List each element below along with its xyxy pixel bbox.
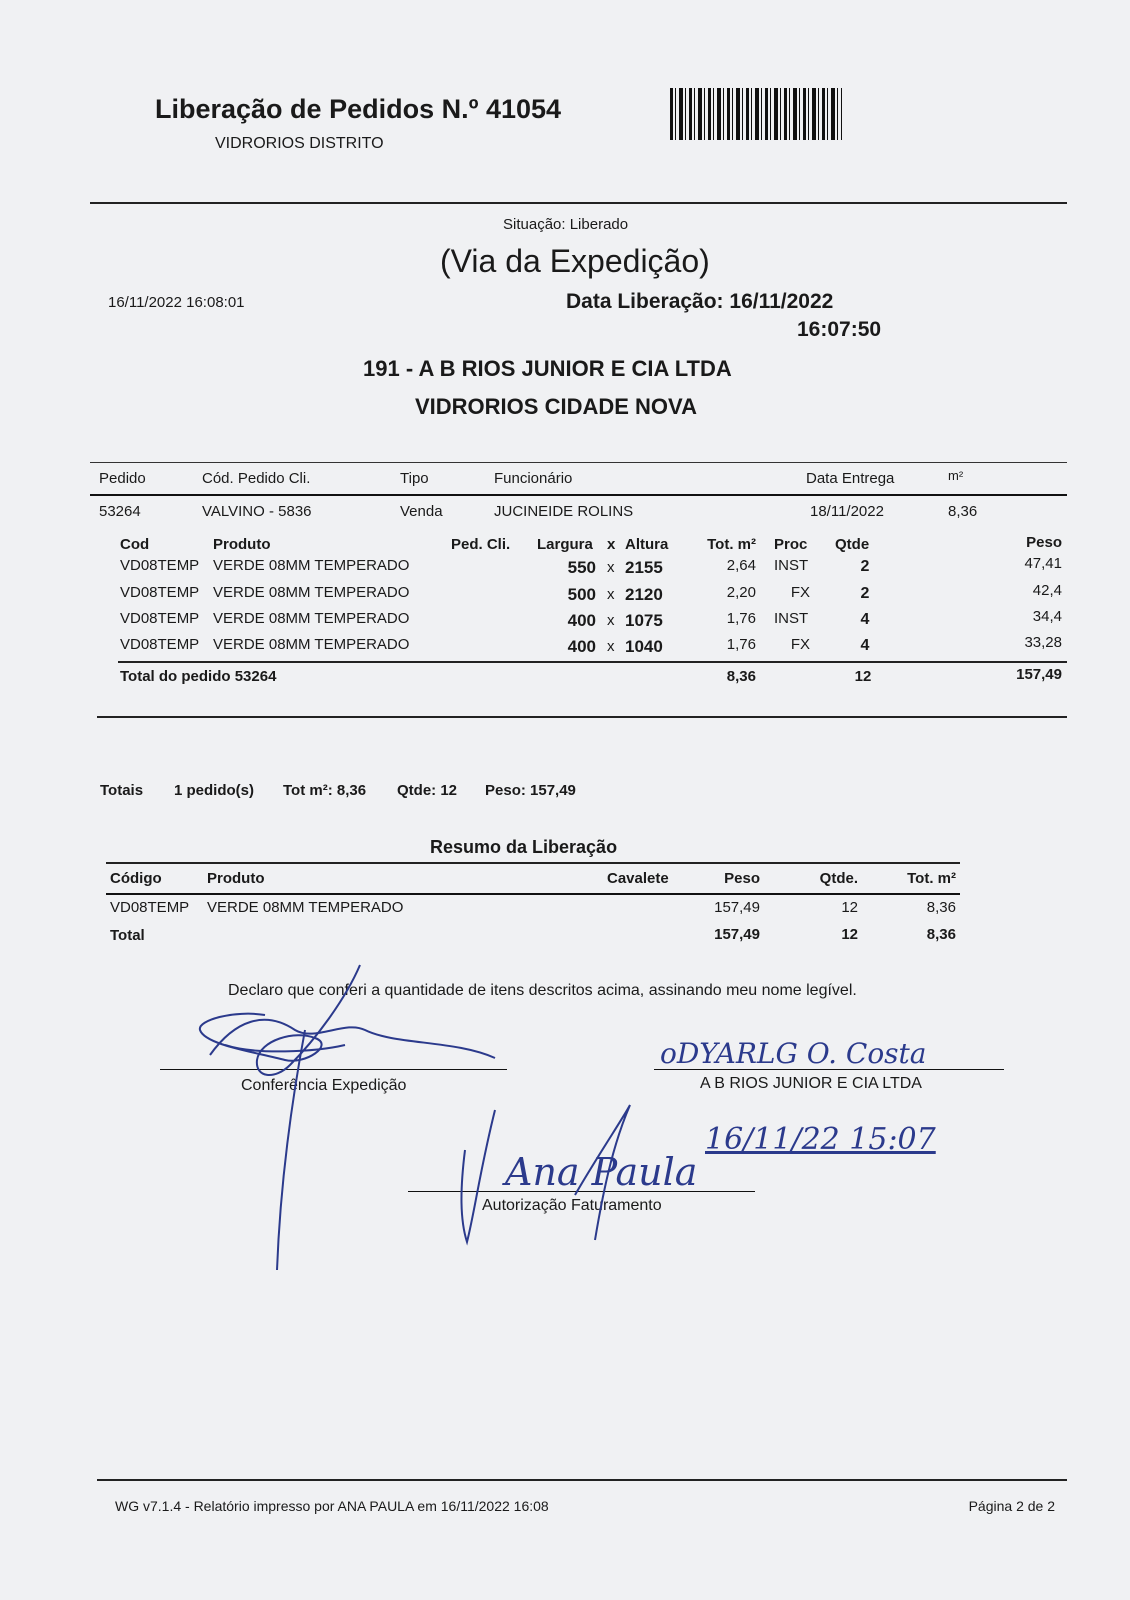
row-x: x	[607, 638, 615, 655]
row-x: x	[607, 559, 615, 576]
row-altura: 1075	[625, 611, 663, 630]
total-tot-m2: 8,36	[726, 668, 756, 685]
autorizacao-signature-mark	[455, 1100, 655, 1250]
resumo-total-tot-m2: 8,36	[926, 926, 956, 943]
header-divider	[90, 202, 1067, 204]
items-col-produto: Produto	[213, 536, 271, 553]
totais-tot-m2: Tot m²: 8,36	[283, 782, 367, 799]
row-produto: VERDE 08MM TEMPERADO	[213, 610, 410, 627]
row-cod: VD08TEMP	[120, 636, 200, 653]
client-store: VIDRORIOS CIDADE NOVA	[415, 394, 697, 419]
order-header-bottom-rule	[90, 494, 1067, 496]
resumo-col-peso: Peso	[724, 870, 760, 887]
order-header-top-rule	[90, 462, 1067, 463]
order-tipo: Venda	[400, 503, 443, 520]
row-x: x	[607, 586, 615, 603]
totais-label: Totais	[100, 782, 144, 799]
situacao: Situação: Liberado	[503, 216, 629, 233]
items-col-cod: Cod	[120, 536, 150, 553]
order-pedido: 53264	[99, 503, 141, 520]
resumo-total-qtde: 12	[841, 926, 858, 943]
declaration-text: Declaro que conferi a quantidade de itens descritos acima, assinando meu nome legível.	[228, 982, 857, 999]
order-cod-cli: VALVINO - 5836	[202, 503, 312, 520]
order-data-entrega: 18/11/2022	[810, 503, 884, 520]
resumo-total-peso: 157,49	[714, 926, 760, 943]
row-peso: 47,41	[1024, 555, 1062, 572]
resumo-row-produto: VERDE 08MM TEMPERADO	[207, 899, 404, 916]
row-tot-m2: 1,76	[726, 610, 756, 627]
row-proc: INST	[774, 557, 809, 574]
handwritten-date: 16/11/22 15:07	[705, 1122, 936, 1157]
col-pedido: Pedido	[99, 470, 146, 487]
totais-pedidos: 1 pedido(s)	[174, 782, 255, 799]
row-tot-m2: 2,64	[726, 557, 756, 574]
row-qtde: 2	[860, 558, 870, 575]
row-peso: 34,4	[1032, 608, 1062, 625]
via-title: (Via da Expedição)	[440, 243, 710, 279]
total-label: Total do pedido 53264	[120, 668, 277, 685]
row-qtde: 4	[860, 611, 870, 628]
items-col-x: x	[607, 536, 616, 553]
handwritten-client-name: oDYARLG O. Costa	[660, 1037, 927, 1070]
totais-qtde: Qtde: 12	[397, 782, 458, 799]
col-cod-pedido-cli: Cód. Pedido Cli.	[202, 470, 311, 487]
resumo-header-rule	[106, 893, 960, 895]
items-col-ped-cli: Ped. Cli.	[451, 536, 511, 553]
resumo-title: Resumo da Liberação	[430, 837, 618, 857]
items-col-largura: Largura	[537, 536, 593, 553]
row-largura: 500	[567, 585, 596, 604]
row-produto: VERDE 08MM TEMPERADO	[213, 636, 410, 653]
items-col-tot-m2: Tot. m²	[707, 536, 756, 553]
items-col-altura: Altura	[625, 536, 669, 553]
totais-peso: Peso: 157,49	[485, 782, 576, 799]
row-peso: 42,4	[1032, 582, 1062, 599]
row-largura: 400	[567, 611, 596, 630]
col-funcionario: Funcionário	[494, 470, 573, 487]
handwritten-authorization: Ana Paula	[505, 1150, 698, 1194]
data-liberacao: Data Liberação: 16/11/2022	[566, 290, 834, 313]
resumo-row-tot-m2: 8,36	[926, 899, 956, 916]
col-data-entrega: Data Entrega	[806, 470, 895, 487]
footer-page-number: Página 2 de 2	[968, 1498, 1055, 1514]
resumo-total-label: Total	[110, 927, 145, 944]
footer-left: WG v7.1.4 - Relatório impresso por ANA PAULA em 16/11/2022 16:08	[115, 1498, 549, 1514]
total-peso: 157,49	[1016, 666, 1062, 683]
row-altura: 2155	[625, 558, 663, 577]
col-tipo: Tipo	[400, 470, 429, 487]
row-qtde: 4	[860, 637, 870, 654]
items-total-rule	[118, 661, 1067, 663]
col-m2: m²	[948, 468, 964, 483]
signature-label-conferencia: Conferência Expedição	[241, 1077, 407, 1094]
data-liberacao-time: 16:07:50	[797, 318, 882, 341]
row-cod: VD08TEMP	[120, 610, 200, 627]
row-x: x	[607, 612, 615, 629]
row-produto: VERDE 08MM TEMPERADO	[213, 557, 410, 574]
row-altura: 1040	[625, 637, 663, 656]
row-tot-m2: 2,20	[726, 584, 756, 601]
resumo-col-tot-m2: Tot. m²	[907, 870, 956, 887]
row-qtde: 2	[860, 585, 870, 602]
row-cod: VD08TEMP	[120, 584, 200, 601]
document-title: Liberação de Pedidos N.º 41054	[155, 94, 562, 124]
resumo-col-cavalete: Cavalete	[607, 870, 669, 887]
company-name: VIDRORIOS DISTRITO	[215, 135, 384, 152]
row-largura: 550	[567, 558, 596, 577]
footer-divider	[97, 1479, 1067, 1481]
total-qtde: 12	[854, 668, 872, 685]
resumo-row-qtde: 12	[841, 899, 858, 916]
row-proc: FX	[790, 636, 810, 653]
row-altura: 2120	[625, 585, 663, 604]
resumo-col-qtde: Qtde.	[819, 870, 858, 887]
client-name: 191 - A B RIOS JUNIOR E CIA LTDA	[363, 356, 732, 381]
printed-timestamp: 16/11/2022 16:08:01	[108, 294, 245, 311]
resumo-row-codigo: VD08TEMP	[110, 899, 190, 916]
order-m2: 8,36	[948, 503, 978, 520]
items-col-proc: Proc	[774, 536, 808, 553]
signature-label-cliente: A B RIOS JUNIOR E CIA LTDA	[700, 1075, 922, 1092]
row-proc: FX	[790, 584, 810, 601]
signature-label-autorizacao: Autorização Faturamento	[482, 1197, 662, 1214]
row-cod: VD08TEMP	[120, 557, 200, 574]
row-proc: INST	[774, 610, 809, 627]
resumo-row-peso: 157,49	[714, 899, 760, 916]
items-col-peso: Peso	[1026, 534, 1062, 551]
items-col-qtde: Qtde	[835, 536, 870, 553]
resumo-col-codigo: Código	[110, 870, 162, 887]
row-largura: 400	[567, 637, 596, 656]
barcode	[670, 88, 842, 140]
row-peso: 33,28	[1024, 634, 1062, 651]
resumo-col-produto: Produto	[207, 870, 265, 887]
resumo-top-rule	[106, 862, 960, 864]
row-produto: VERDE 08MM TEMPERADO	[213, 584, 410, 601]
order-funcionario: JUCINEIDE ROLINS	[494, 503, 634, 520]
items-bottom-divider	[97, 716, 1067, 718]
row-tot-m2: 1,76	[726, 636, 756, 653]
